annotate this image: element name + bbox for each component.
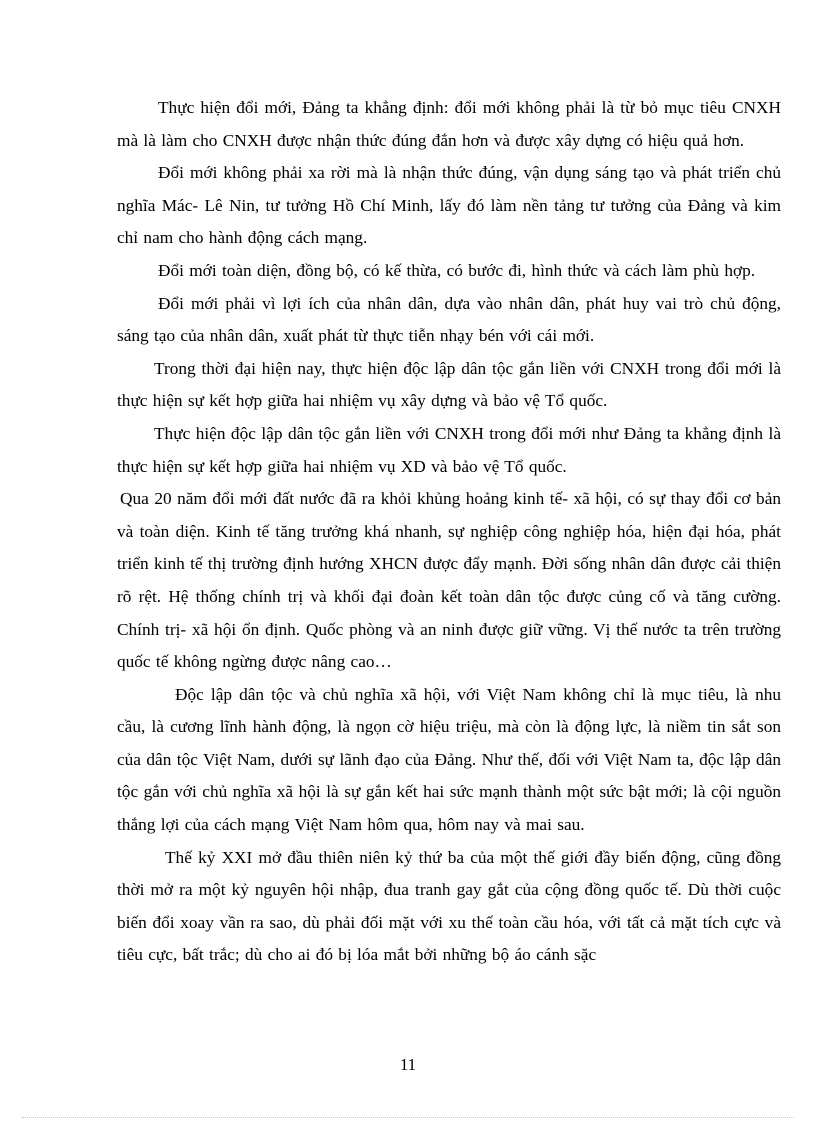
paragraph-9: Thế kỷ XXI mở đầu thiên niên kỷ thứ ba của một thế giới đầy biến động, cũng đồng thời mở ra một kỷ nguyên hội nhập, đua tranh gay gắt của cộng đồng quốc tế. Dù thời cuộc biến đổi xoay vần ra sao, dù phải đối mặt với xu thế toàn cầu hóa, với tất cả mặt tích cực và tiêu cực, bất trắc; dù cho ai đó bị lóa mắt bởi những bộ áo cánh sặc bbox=[117, 847, 781, 965]
paragraph-2: Đổi mới không phải xa rời mà là nhận thức đúng, vận dụng sáng tạo và phát triển chủ nghĩa Mác- Lê Nin, tư tưởng Hồ Chí Minh, lấy đó làm nền tảng tư tưởng của Đảng và kim chỉ nam cho hành động cách mạng. bbox=[117, 163, 781, 248]
paragraph-8: Độc lập dân tộc và chủ nghĩa xã hội, với Việt Nam không chỉ là mục tiêu, là nhu cầu, là cương lĩnh hành động, là ngọn cờ hiệu triệu, mà còn là động lực, là niềm tin sắt son của dân tộc Việt Nam, dưới sự lãnh đạo của Đảng. Như thế, đối với Việt Nam ta, độc lập dân tộc gắn với chủ nghĩa xã hội là sự gắn kết hai sức mạnh thành một sức bật mới; là cội nguồn thắng lợi của cách mạng Việt Nam hôm qua, hôm nay và mai sau. bbox=[117, 684, 781, 835]
page-bottom-divider bbox=[22, 1117, 794, 1118]
body-text bbox=[117, 92, 781, 972]
paragraph-5: Trong thời đại hiện nay, thực hiện độc lập dân tộc gắn liền với CNXH trong đổi mới là thực hiện sự kết hợp giữa hai nhiệm vụ xây dựng và bảo vệ Tổ quốc. bbox=[117, 358, 781, 411]
paragraph-6: Thực hiện độc lập dân tộc gắn liền với CNXH trong đổi mới như Đảng ta khẳng định là thực hiện sự kết hợp giữa hai nhiệm vụ XD và bảo vệ Tổ quốc. bbox=[117, 423, 781, 476]
paragraph-3: Đổi mới toàn diện, đồng bộ, có kế thừa, có bước đi, hình thức và cách làm phù hợp. bbox=[158, 260, 756, 280]
paragraph-7: Qua 20 năm đổi mới đất nước đã ra khỏi khủng hoảng kinh tế- xã hội, có sự thay đổi cơ bản và toàn diện. Kinh tế tăng trưởng khá nhanh, sự nghiệp công nghiệp hóa, hiện đại hóa, phát triển kinh tế thị trường định hướng XHCN được đẩy mạnh. Đời sống nhân dân được cải thiện rõ rệt. Hệ thống chính trị và khối đại đoàn kết toàn dân tộc được củng cố và tăng cường. Chính trị- xã hội ổn định. Quốc phòng và an ninh được giữ vững. Vị thế nước ta trên trường quốc tế không ngừng được nâng cao… bbox=[117, 489, 781, 672]
paragraph-1: Thực hiện đổi mới, Đảng ta khẳng định: đổi mới không phải là từ bỏ mục tiêu CNXH mà là làm cho CNXH được nhận thức đúng đắn hơn và được xây dựng có hiệu quả hơn. bbox=[117, 98, 781, 150]
page-number: 11 bbox=[399, 1055, 417, 1074]
paragraph-4: Đổi mới phải vì lợi ích của nhân dân, dựa vào nhân dân, phát huy vai trò chủ động, sáng tạo của nhân dân, xuất phát từ thực tiễn nhạy bén với cái mới. bbox=[117, 293, 781, 346]
